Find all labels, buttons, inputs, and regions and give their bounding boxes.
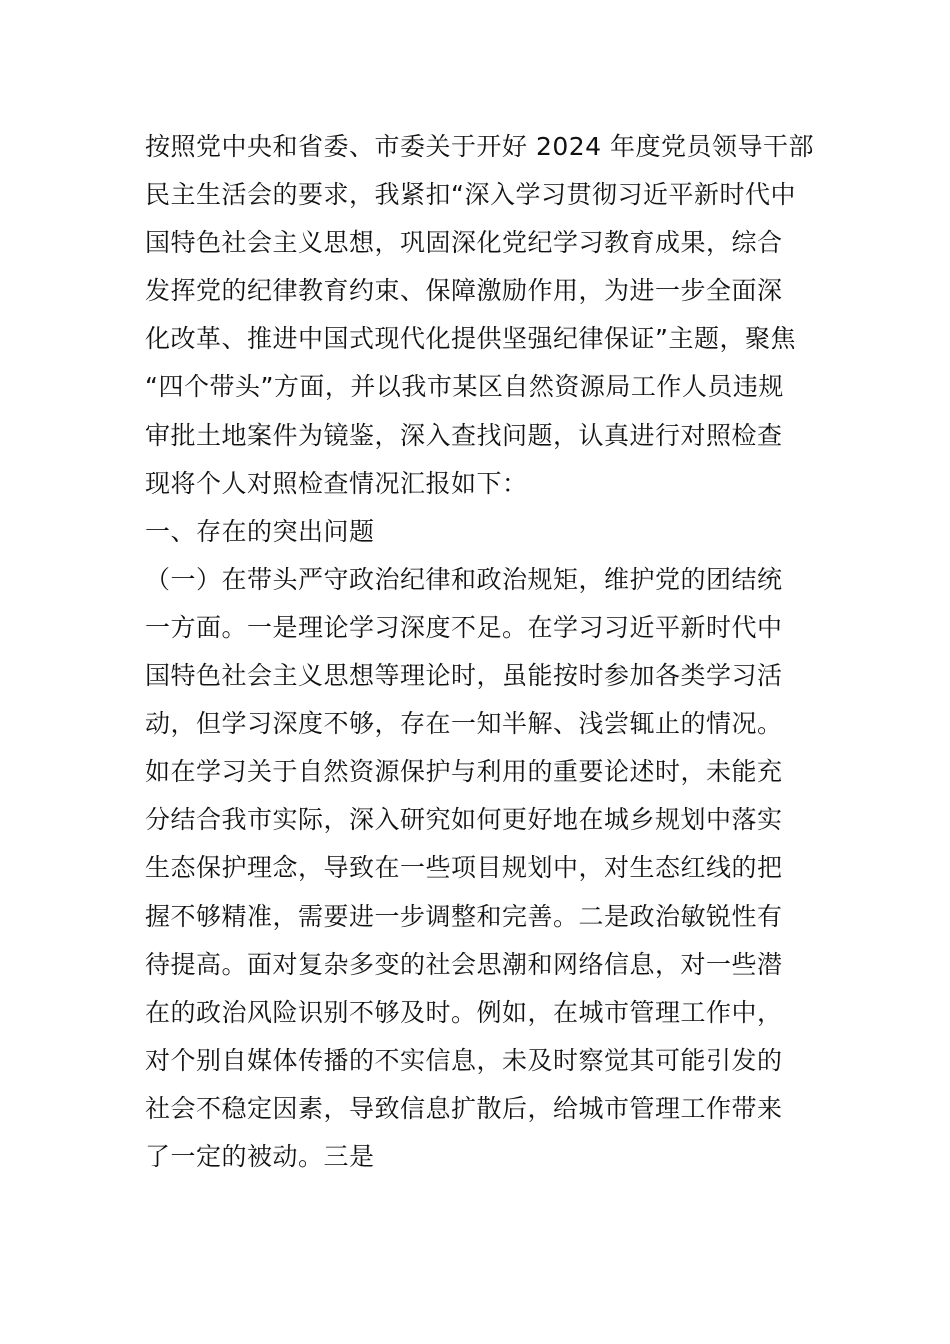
text-line: 分结合我市实际，深入研究如何更好地在城乡规划中落实 <box>145 805 783 835</box>
text-line: 按照党中央和省委、市委关于开好 2024 年度党员领导干部 <box>145 132 815 161</box>
text-line: 国特色社会主义思想，巩固深化党纪学习教育成果，综合 <box>145 228 783 258</box>
text-line: 待提高。面对复杂多变的社会思潮和网络信息，对一些潜 <box>145 949 783 979</box>
text-line: 发挥党的纪律教育约束、保障激励作用，为进一步全面深 <box>145 276 783 306</box>
text-line: 国特色社会主义思想等理论时，虽能按时参加各类学习活 <box>145 661 783 691</box>
text-line: “四个带头”方面，并以我市某区自然资源局工作人员违规 <box>145 372 784 402</box>
text-line: 在的政治风险识别不够及时。例如，在城市管理工作中， <box>145 997 783 1027</box>
text-line: 化改革、推进中国式现代化提供坚强纪律保证”主题，聚焦 <box>145 324 796 354</box>
text-line: （一）在带头严守政治纪律和政治规矩，维护党的团结统 <box>145 564 783 594</box>
text-line: 民主生活会的要求，我紧扣“深入学习贯彻习近平新时代中 <box>145 180 796 210</box>
text-line: 握不够精准，需要进一步调整和完善。二是政治敏锐性有 <box>145 901 783 931</box>
text-line: 对个别自媒体传播的不实信息，未及时察觉其可能引发的 <box>145 1045 783 1075</box>
text-line: 如在学习关于自然资源保护与利用的重要论述时，未能充 <box>145 757 783 787</box>
text-line: 一方面。一是理论学习深度不足。在学习习近平新时代中 <box>145 612 783 642</box>
section-heading: 一、存在的突出问题 <box>145 516 375 546</box>
document-body <box>145 123 825 1181</box>
text-line: 动，但学习深度不够，存在一知半解、浅尝辄止的情况。 <box>145 709 783 739</box>
text-line: 生态保护理念，导致在一些项目规划中，对生态红线的把 <box>145 853 783 883</box>
text-line: 了一定的被动。三是 <box>145 1141 375 1171</box>
text-line: 社会不稳定因素，导致信息扩散后，给城市管理工作带来 <box>145 1093 783 1123</box>
text-line: 现将个人对照检查情况汇报如下： <box>145 468 528 498</box>
text-line: 审批土地案件为镜鉴，深入查找问题，认真进行对照检查 <box>145 420 783 450</box>
